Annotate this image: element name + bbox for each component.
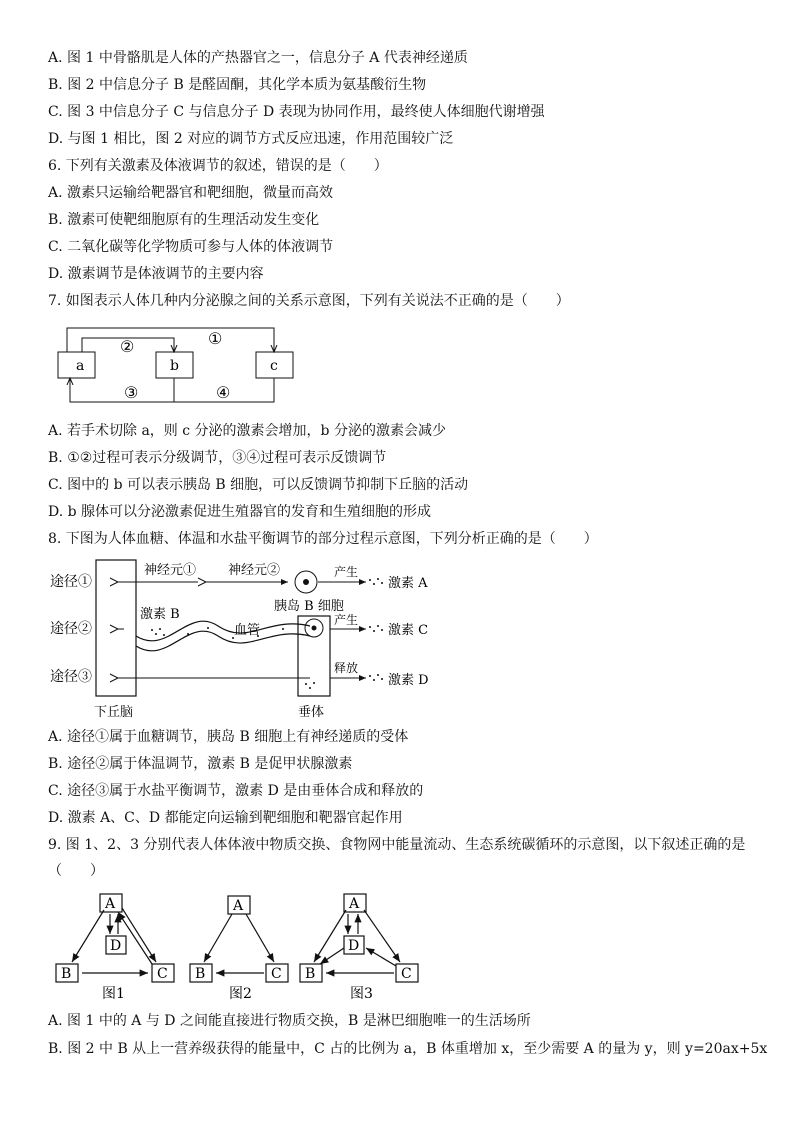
- q8-option-d: D. 激素 A、C、D 都能定向运输到靶细胞和靶器官起作用: [48, 810, 403, 826]
- fig1-node-a: A: [105, 896, 116, 912]
- fig1-node-d: D: [110, 938, 122, 954]
- q9-stem-blank: （ ）: [48, 863, 104, 879]
- q8-stem: 8. 下图为人体血糖、体温和水盐平衡调节的部分过程示意图，下列分析正确的是（ ）: [48, 531, 598, 547]
- vessel-label: 血管: [234, 623, 261, 638]
- q6-stem: 6. 下列有关激素及体液调节的叙述，错误的是（ ）: [48, 158, 388, 174]
- hormone-b-label: 激素 B: [140, 607, 180, 622]
- fig1-caption: 图1: [102, 986, 125, 1002]
- fig3-caption: 图3: [350, 986, 373, 1002]
- q5-option-d: D. 与图 1 相比，图 2 对应的调节方式反应迅速，作用范围较广泛: [48, 131, 454, 147]
- q6-option-a: A. 激素只运输给靶器官和靶细胞，微量而高效: [48, 185, 334, 201]
- neuron-1-label: 神经元①: [144, 563, 197, 578]
- neuron-icon: [198, 578, 212, 586]
- q9-stem: 9. 图 1、2、3 分别代表人体体液中物质交换、食物网中能量流动、生态系统碳循环的示意图，以下叙述正确的是: [48, 837, 746, 853]
- neuron-2-label: 神经元②: [228, 563, 281, 578]
- fig2-node-c: C: [271, 966, 282, 982]
- q6-option-d: D. 激素调节是体液调节的主要内容: [48, 266, 264, 282]
- q5-option-a: A. 图 1 中骨骼肌是人体的产热器官之一，信息分子 A 代表神经递质: [48, 50, 468, 66]
- gland-b-label: b: [170, 358, 179, 374]
- hormone-c-label: 激素 C: [388, 623, 429, 638]
- path-4-label: ④: [216, 383, 231, 402]
- fig3-node-d: D: [348, 938, 360, 954]
- q8-regulation-diagram: [48, 556, 448, 722]
- fig1-node-c: C: [157, 966, 168, 982]
- q8-option-a: A. 途径①属于血糖调节，胰岛 B 细胞上有神经递质的受体: [48, 729, 409, 745]
- q5-option-c: C. 图 3 中信息分子 C 与信息分子 D 表现为协同作用，最终使人体细胞代谢增强: [48, 104, 545, 120]
- fig3-node-c: C: [401, 966, 412, 982]
- q7-gland-diagram: [48, 322, 308, 408]
- fig3-node-a: A: [349, 896, 360, 912]
- q7-option-d: D. b 腺体可以分泌激素促进生殖器官的发育和生殖细胞的形成: [48, 504, 432, 520]
- q9-option-b: B. 图 2 中 B 从上一营养级获得的能量中，C 占的比例为 a，B 体重增加 x，至少需要 A 的量为 y，则 y=20ax+5x: [48, 1041, 768, 1057]
- path-2-label: ②: [120, 337, 135, 356]
- q9-figures: [48, 888, 438, 1004]
- q7-stem: 7. 如图表示人体几种内分泌腺之间的关系示意图，下列有关说法不正确的是（ ）: [48, 293, 570, 309]
- path-2-label: 途径②: [50, 621, 92, 637]
- hormone-a-label: 激素 A: [388, 576, 428, 591]
- path-3-label: 途径③: [50, 669, 92, 685]
- fig2-node-b: B: [195, 966, 206, 982]
- produce-label-1: 产生: [334, 565, 359, 579]
- release-label: 释放: [334, 661, 359, 675]
- hypothalamus-label: 下丘脑: [94, 705, 134, 720]
- fig1-node-b: B: [61, 966, 72, 982]
- islet-label: 胰岛 B 细胞: [274, 599, 344, 614]
- q5-option-b: B. 图 2 中信息分子 B 是醛固酮，其化学本质为氨基酸衍生物: [48, 77, 427, 93]
- path-1-label: 途径①: [50, 574, 92, 590]
- path-3-label: ③: [124, 383, 139, 402]
- hormone-d-label: 激素 D: [388, 673, 429, 688]
- q8-option-c: C. 途径③属于水盐平衡调节，激素 D 是由垂体合成和释放的: [48, 783, 424, 799]
- q7-option-a: A. 若手术切除 a，则 c 分泌的激素会增加，b 分泌的激素会减少: [48, 423, 446, 439]
- fig3-node-b: B: [305, 966, 316, 982]
- pituitary-label: 垂体: [298, 705, 325, 720]
- fig2-caption: 图2: [229, 986, 252, 1002]
- q6-option-b: B. 激素可使靶细胞原有的生理活动发生变化: [48, 212, 320, 228]
- arrow-path-1: [67, 328, 274, 352]
- neuron-icon: [110, 674, 124, 682]
- neuron-icon: [110, 578, 124, 586]
- gland-c-label: c: [270, 358, 278, 374]
- fig2-node-a: A: [233, 898, 244, 914]
- gland-a-label: a: [76, 358, 85, 374]
- produce-label-2: 产生: [334, 613, 359, 627]
- q9-option-a: A. 图 1 中的 A 与 D 之间能直接进行物质交换，B 是淋巴细胞唯一的生活场所: [48, 1013, 531, 1029]
- q7-option-c: C. 图中的 b 可以表示胰岛 B 细胞，可以反馈调节抑制下丘脑的活动: [48, 477, 469, 493]
- q7-option-b: B. ①②过程可表示分级调节，③④过程可表示反馈调节: [48, 450, 387, 466]
- neuron-icon: [110, 625, 124, 633]
- q8-option-b: B. 途径②属于体温调节，激素 B 是促甲状腺激素: [48, 756, 353, 772]
- path-1-label: ①: [208, 329, 223, 348]
- q6-option-c: C. 二氧化碳等化学物质可参与人体的体液调节: [48, 239, 334, 255]
- arrow-path-3: [70, 378, 174, 402]
